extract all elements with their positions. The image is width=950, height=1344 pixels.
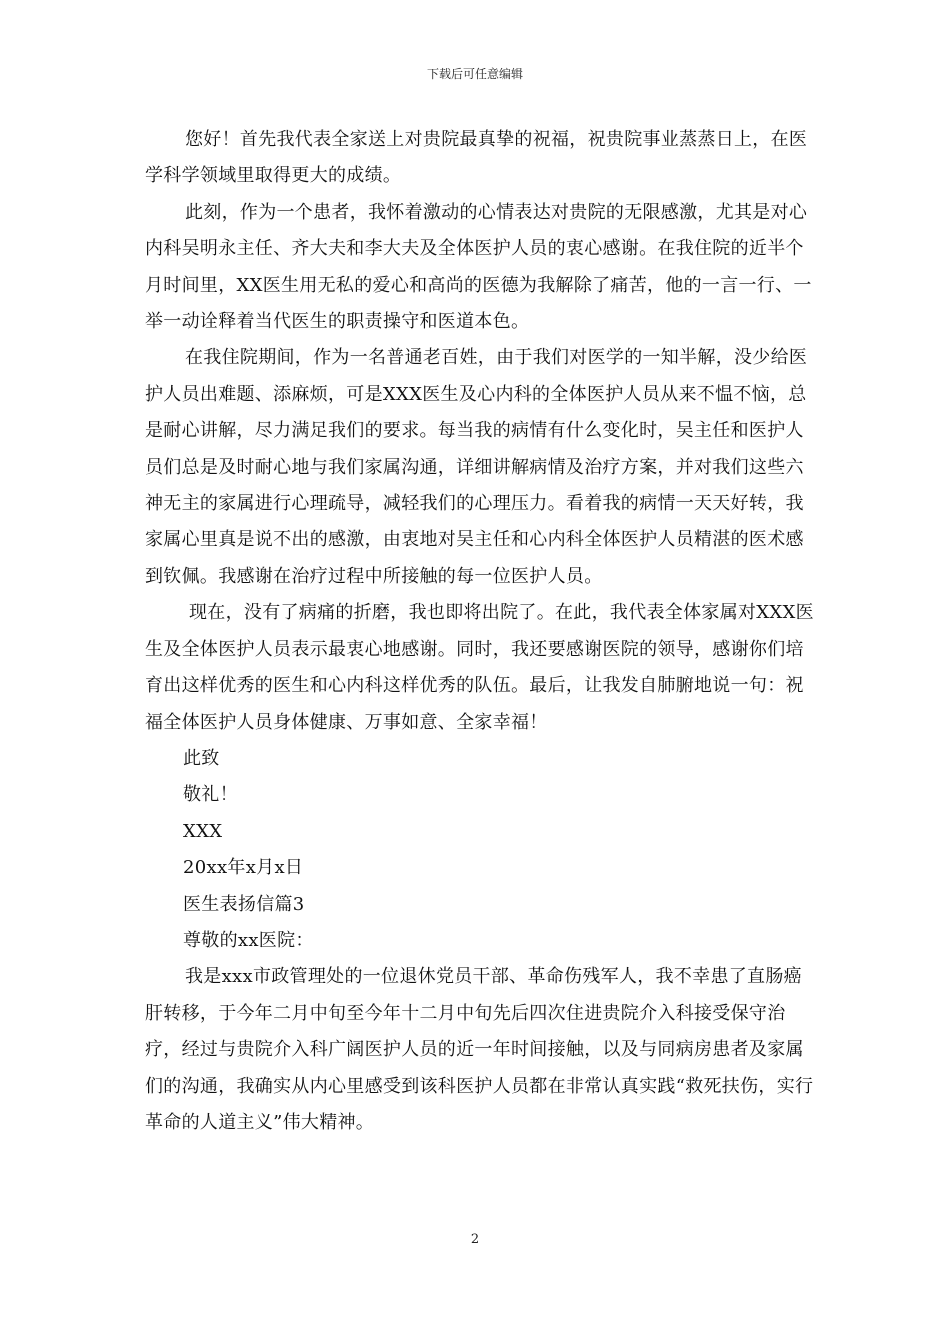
- paragraph-greeting: 您好！首先我代表全家送上对贵院最真挚的祝福，祝贵院事业蒸蒸日上，在医学科学领域里取得更大的成绩。: [145, 129, 808, 187]
- closing-line-1: 此致: [183, 747, 220, 769]
- signature: XXX: [183, 820, 223, 842]
- document-body: [145, 122, 815, 1141]
- paragraph-discharge: 现在，没有了病痛的折磨，我也即将出院了。在此，我代表全体家属对XXX医生及全体医护人员表示最衷心地感谢。同时，我还要感谢医院的领导，感谢你们培育出这样优秀的医生和心内科这样优秀的队伍。最后，让我发自肺腑地说一句：祝福全体医护人员身体健康、万事如意、全家幸福！: [145, 602, 814, 733]
- section-title: 医生表扬信篇3: [183, 893, 305, 915]
- salutation: 尊敬的xx医院：: [183, 929, 314, 951]
- paragraph-letter-2: 我是xxx市政管理处的一位退休党员干部、革命伤残军人，我不幸患了直肠癌肝转移，于今年二月中旬至今年十二月中旬先后四次住进贵院介入科接受保守治疗，经过与贵院介入科广阔医护人员的近一年时间接触，以及与同病房患者及家属们的沟通，我确实从内心里感受到该科医护人员都在非常认真实践“救死扶伤，实行革命的人道主义”伟大精神。: [145, 966, 814, 1133]
- paragraph-hospital-stay: 在我住院期间，作为一名普通老百姓，由于我们对医学的一知半解，没少给医护人员出难题、添麻烦，可是XXX医生及心内科的全体医护人员从来不愠不恼，总是耐心讲解，尽力满足我们的要求。每当我的病情有什么变化时，吴主任和医护人员们总是及时耐心地与我们家属沟通，详细讲解病情及治疗方案，并对我们这些六神无主的家属进行心理疏导，减轻我们的心理压力。看着我的病情一天天好转，我家属心里真是说不出的感激，由衷地对吴主任和心内科全体医护人员精湛的医术感到钦佩。我感谢在治疗过程中所接触的每一位医护人员。: [145, 347, 808, 587]
- letter-date: 20xx年x月x日: [183, 857, 304, 879]
- page-number: 2: [470, 1232, 480, 1247]
- paragraph-gratitude: 此刻，作为一个患者，我怀着激动的心情表达对贵院的无限感激，尤其是对心内科吴明永主任、齐大夫和李大夫及全体医护人员的衷心感谢。在我住院的近半个月时间里，XX医生用无私的爱心和高尚的医德为我解除了痛苦，他的一言一行、一举一动诠释着当代医生的职责操守和医道本色。: [145, 201, 812, 333]
- page-header: 下载后可任意编辑: [426, 67, 523, 81]
- closing-line-2: 敬礼！: [183, 784, 238, 806]
